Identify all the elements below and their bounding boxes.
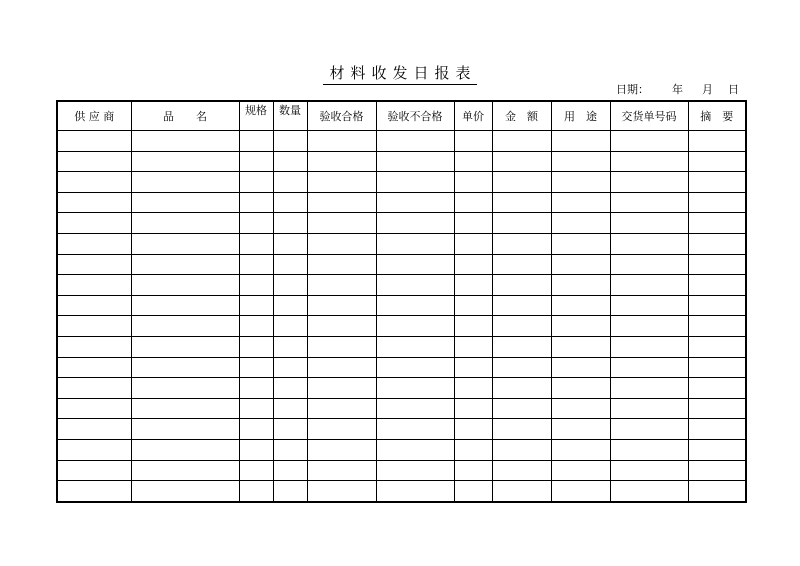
header-delivery-no: 交货单号码 xyxy=(610,101,688,131)
date-year-label: 年 xyxy=(672,83,683,96)
table-cell xyxy=(307,192,376,213)
table-cell xyxy=(57,439,131,460)
table-cell xyxy=(376,419,454,440)
table-cell xyxy=(454,213,492,234)
table-row xyxy=(57,316,746,337)
table-cell xyxy=(376,481,454,502)
table-cell xyxy=(610,378,688,399)
table-cell xyxy=(273,439,307,460)
table-cell xyxy=(688,172,746,193)
report-table xyxy=(56,100,747,503)
table-cell xyxy=(688,213,746,234)
table-cell xyxy=(376,213,454,234)
table-cell xyxy=(492,439,551,460)
header-row xyxy=(57,101,746,131)
table-cell xyxy=(239,151,273,172)
table-cell xyxy=(492,419,551,440)
table-cell xyxy=(131,192,239,213)
table-cell xyxy=(131,213,239,234)
table-cell xyxy=(492,233,551,254)
table-cell xyxy=(492,398,551,419)
table-cell xyxy=(688,151,746,172)
table-cell xyxy=(454,316,492,337)
table-cell xyxy=(239,419,273,440)
table-cell xyxy=(131,151,239,172)
report-title: 材料收发日报表 xyxy=(0,64,800,82)
table-cell xyxy=(57,254,131,275)
table-cell xyxy=(492,254,551,275)
table-cell xyxy=(454,233,492,254)
table-cell xyxy=(273,378,307,399)
table-cell xyxy=(131,172,239,193)
table-cell xyxy=(610,295,688,316)
table-cell xyxy=(376,192,454,213)
table-cell xyxy=(688,192,746,213)
table-cell xyxy=(307,419,376,440)
table-cell xyxy=(454,439,492,460)
table-cell xyxy=(610,357,688,378)
table-cell xyxy=(307,460,376,481)
table-cell xyxy=(688,336,746,357)
table-cell xyxy=(307,336,376,357)
table-cell xyxy=(610,213,688,234)
table-body xyxy=(57,131,746,502)
date-month-label: 月 xyxy=(702,83,713,96)
table-cell xyxy=(454,460,492,481)
table-cell xyxy=(239,254,273,275)
table-row xyxy=(57,131,746,152)
table-cell xyxy=(131,316,239,337)
table-cell xyxy=(307,316,376,337)
table-cell xyxy=(307,398,376,419)
table-cell xyxy=(551,233,610,254)
table-cell xyxy=(239,439,273,460)
table-cell xyxy=(376,439,454,460)
table-cell xyxy=(239,233,273,254)
table-cell xyxy=(131,275,239,296)
table-cell xyxy=(610,398,688,419)
table-cell xyxy=(273,275,307,296)
table-row xyxy=(57,378,746,399)
table-cell xyxy=(131,439,239,460)
table-row xyxy=(57,419,746,440)
table-cell xyxy=(688,481,746,502)
header-summary: 摘 要 xyxy=(688,101,746,131)
table-cell xyxy=(454,336,492,357)
table-cell xyxy=(492,213,551,234)
table-cell xyxy=(239,398,273,419)
table-cell xyxy=(688,398,746,419)
table-cell xyxy=(239,357,273,378)
table-cell xyxy=(307,357,376,378)
table-cell xyxy=(131,336,239,357)
table-cell xyxy=(273,419,307,440)
table-cell xyxy=(57,316,131,337)
header-quantity: 数量 xyxy=(273,101,307,131)
table-cell xyxy=(454,398,492,419)
table-cell xyxy=(454,419,492,440)
date-day-label: 日 xyxy=(728,83,739,96)
table-cell xyxy=(551,398,610,419)
table-cell xyxy=(551,275,610,296)
table-cell xyxy=(492,275,551,296)
table-cell xyxy=(239,172,273,193)
table-cell xyxy=(688,295,746,316)
table-cell xyxy=(307,481,376,502)
table-cell xyxy=(610,192,688,213)
table-cell xyxy=(551,151,610,172)
table-cell xyxy=(454,172,492,193)
table-cell xyxy=(273,295,307,316)
table-row xyxy=(57,172,746,193)
table-row xyxy=(57,398,746,419)
table-cell xyxy=(610,131,688,152)
header-item-name: 品 名 xyxy=(131,101,239,131)
table-cell xyxy=(239,316,273,337)
table-cell xyxy=(376,357,454,378)
table-row xyxy=(57,275,746,296)
table-cell xyxy=(492,460,551,481)
table-cell xyxy=(551,357,610,378)
table-cell xyxy=(307,172,376,193)
table-cell xyxy=(239,192,273,213)
table-cell xyxy=(273,336,307,357)
table-cell xyxy=(273,398,307,419)
table-cell xyxy=(492,192,551,213)
table-cell xyxy=(57,295,131,316)
table-cell xyxy=(131,295,239,316)
table-cell xyxy=(131,419,239,440)
table-cell xyxy=(688,316,746,337)
table-cell xyxy=(688,439,746,460)
table-cell xyxy=(454,192,492,213)
table-cell xyxy=(239,378,273,399)
table-cell xyxy=(239,213,273,234)
header-rejected: 验收不合格 xyxy=(376,101,454,131)
table-cell xyxy=(376,316,454,337)
table-cell xyxy=(610,439,688,460)
table-cell xyxy=(273,357,307,378)
table-cell xyxy=(454,254,492,275)
table-cell xyxy=(688,254,746,275)
table-cell xyxy=(57,378,131,399)
table-row xyxy=(57,213,746,234)
table-cell xyxy=(307,213,376,234)
table-cell xyxy=(57,398,131,419)
table-cell xyxy=(376,151,454,172)
table-cell xyxy=(131,398,239,419)
table-cell xyxy=(239,336,273,357)
table-cell xyxy=(454,378,492,399)
table-cell xyxy=(57,357,131,378)
table-cell xyxy=(307,378,376,399)
table-cell xyxy=(492,357,551,378)
table-cell xyxy=(492,336,551,357)
table-cell xyxy=(454,481,492,502)
table-cell xyxy=(688,131,746,152)
table-cell xyxy=(610,481,688,502)
table-cell xyxy=(551,419,610,440)
table-cell xyxy=(307,151,376,172)
table-cell xyxy=(273,172,307,193)
table-cell xyxy=(57,336,131,357)
table-row xyxy=(57,357,746,378)
table-cell xyxy=(307,275,376,296)
table-cell xyxy=(273,151,307,172)
table-cell xyxy=(273,460,307,481)
table-cell xyxy=(57,172,131,193)
table-cell xyxy=(239,295,273,316)
table-cell xyxy=(273,192,307,213)
table-cell xyxy=(376,336,454,357)
table-cell xyxy=(688,419,746,440)
table-cell xyxy=(239,275,273,296)
header-spec: 规格 xyxy=(239,101,273,131)
header-supplier: 供 应 商 xyxy=(57,101,131,131)
table-row xyxy=(57,233,746,254)
table-cell xyxy=(610,172,688,193)
table-cell xyxy=(239,460,273,481)
table-cell xyxy=(376,254,454,275)
table-cell xyxy=(551,460,610,481)
header-purpose: 用 途 xyxy=(551,101,610,131)
table-row xyxy=(57,336,746,357)
table-cell xyxy=(454,151,492,172)
table-cell xyxy=(57,131,131,152)
table-cell xyxy=(131,481,239,502)
table-cell xyxy=(551,131,610,152)
table-row xyxy=(57,192,746,213)
table-cell xyxy=(454,131,492,152)
table-cell xyxy=(610,254,688,275)
table-cell xyxy=(307,254,376,275)
table-cell xyxy=(273,254,307,275)
table-cell xyxy=(551,192,610,213)
table-row xyxy=(57,151,746,172)
table-cell xyxy=(688,460,746,481)
header-amount: 金 额 xyxy=(492,101,551,131)
table-cell xyxy=(131,254,239,275)
table-cell xyxy=(273,131,307,152)
table-row xyxy=(57,295,746,316)
table-cell xyxy=(376,398,454,419)
table-row xyxy=(57,439,746,460)
table-cell xyxy=(492,481,551,502)
table-cell xyxy=(57,275,131,296)
table-cell xyxy=(610,233,688,254)
table-row xyxy=(57,254,746,275)
table-cell xyxy=(610,275,688,296)
table-cell xyxy=(551,172,610,193)
table-cell xyxy=(376,295,454,316)
table-cell xyxy=(57,213,131,234)
table-cell xyxy=(492,151,551,172)
table-cell xyxy=(57,481,131,502)
table-cell xyxy=(376,460,454,481)
table-cell xyxy=(376,233,454,254)
table-cell xyxy=(307,233,376,254)
table-cell xyxy=(57,233,131,254)
table-cell xyxy=(492,295,551,316)
table-cell xyxy=(273,316,307,337)
header-unit-price: 单价 xyxy=(454,101,492,131)
table-cell xyxy=(610,316,688,337)
table-cell xyxy=(239,131,273,152)
table-cell xyxy=(454,275,492,296)
table-cell xyxy=(610,460,688,481)
table-cell xyxy=(688,378,746,399)
table-cell xyxy=(551,439,610,460)
table-cell xyxy=(551,295,610,316)
table-cell xyxy=(307,295,376,316)
table-cell xyxy=(492,172,551,193)
table-cell xyxy=(688,233,746,254)
table-cell xyxy=(376,172,454,193)
table-cell xyxy=(131,378,239,399)
table-cell xyxy=(273,481,307,502)
table-cell xyxy=(492,316,551,337)
table-cell xyxy=(551,481,610,502)
table-cell xyxy=(131,460,239,481)
table-cell xyxy=(610,151,688,172)
table-row xyxy=(57,460,746,481)
date-label: 日期： xyxy=(616,83,649,96)
table-cell xyxy=(688,275,746,296)
table-cell xyxy=(551,254,610,275)
table-cell xyxy=(610,336,688,357)
table-cell xyxy=(551,316,610,337)
table-cell xyxy=(376,131,454,152)
table-cell xyxy=(57,419,131,440)
table-cell xyxy=(454,357,492,378)
table-cell xyxy=(57,192,131,213)
table-cell xyxy=(239,481,273,502)
table-cell xyxy=(551,213,610,234)
table-cell xyxy=(273,233,307,254)
table-cell xyxy=(376,378,454,399)
table-cell xyxy=(131,131,239,152)
table-cell xyxy=(57,151,131,172)
table-cell xyxy=(688,357,746,378)
table-cell xyxy=(273,213,307,234)
table-cell xyxy=(307,439,376,460)
table-cell xyxy=(131,233,239,254)
table-cell xyxy=(57,460,131,481)
table-cell xyxy=(551,378,610,399)
table-cell xyxy=(610,419,688,440)
table-cell xyxy=(454,295,492,316)
table-cell xyxy=(376,275,454,296)
table-row xyxy=(57,481,746,502)
header-accepted: 验收合格 xyxy=(307,101,376,131)
table-cell xyxy=(551,336,610,357)
table-cell xyxy=(492,378,551,399)
table-cell xyxy=(131,357,239,378)
table-cell xyxy=(307,131,376,152)
table-cell xyxy=(492,131,551,152)
